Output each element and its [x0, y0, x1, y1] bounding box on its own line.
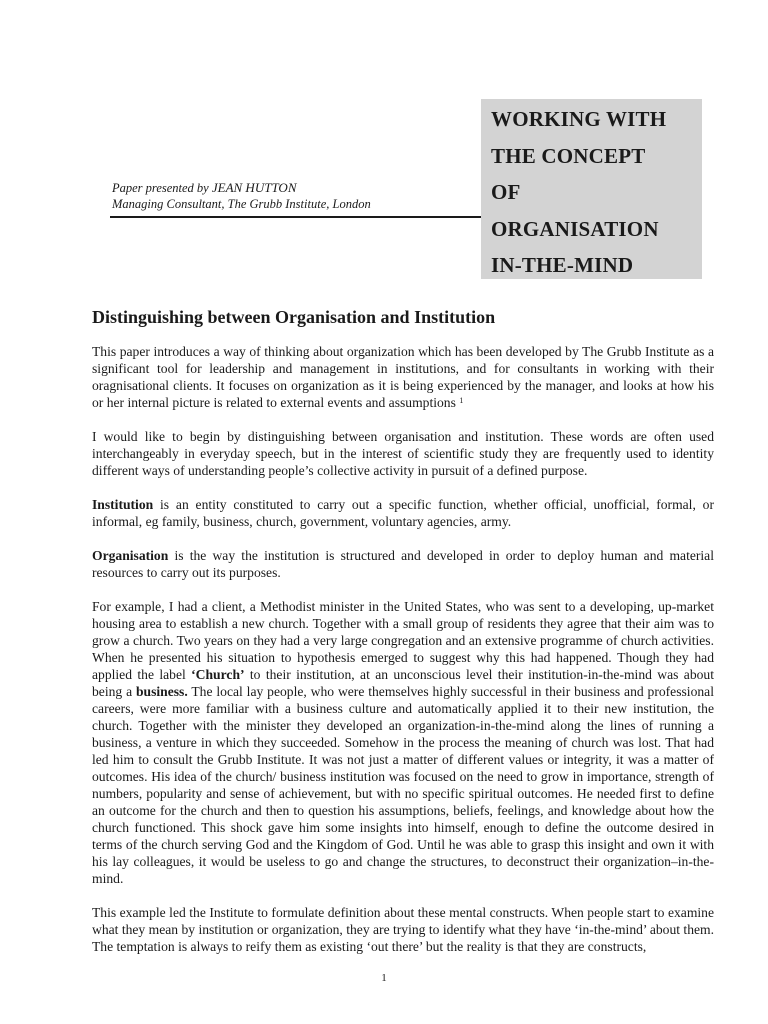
paragraph-intro-text: This paper introduces a way of thinking about organization which has been developed by The Grubb Institute as a significant tool for leadership and management in institutions, and for consultants in working with their oragnisational clients. It focuses on organization as it is being experienced by the manager, and looks at how his or her internal picture is related to external events and assumptions — [92, 344, 714, 410]
term-business: business. — [135, 684, 188, 699]
paragraph-organisation-definition — [92, 547, 714, 581]
presenter-role: Managing Consultant, The Grubb Institute, London — [112, 196, 371, 211]
footnote-marker: 1 — [459, 396, 464, 405]
paragraph-example — [92, 598, 714, 887]
example-text-part: For example, I had a client, a Methodist minister in the United States, who was sent to a developing, up-market housing area to establish a new church. Together with a small group of residents they agree that their aim was to grow a church. Two years on they had a very large congregation and an extensive programme of church activities. When he presented his situation to hypothesis emerged to suggest why this had happened. Though they had applied the label — [92, 599, 714, 682]
title-line: OF — [491, 180, 521, 204]
example-text-part: The local lay people, who were themselves highly successful in their business and professional careers, were more familiar with a business culture and automatically applied it to their new institution, the church. Together with the minister they developed an organization-in-the-mind along the lines of running a business, a venture in which they succeeded. Somehow in the process the meaning of church was lost. That had led him to consult the Grubb Institute. It was not just a matter of different values or integrity, it was a matter of outcomes. His idea of the church/ business institution was focused on the need to grow in importance, strength of numbers, popularity and sense of achievement, but with no specific spiritual outcomes. He needed first to define an outcome for the church and then to question his assumptions, beliefs, feelings, and knowledge about how the church functioned. This shock gave him some insights into himself, enough to define the outcome desired in terms of the church serving God and the Kingdom of God. Until he was able to grasp this insight and own it with his lay colleagues, it would be useless to go and change the structures, to deconstruct their organization–in-the-mind. — [92, 684, 714, 886]
section-heading: Distinguishing between Organisation and Institution — [92, 307, 496, 327]
example-text-part: to their institution, at an unconscious level their institution-in-the-mind was about being a — [92, 667, 715, 699]
page-number: 1 — [381, 972, 387, 984]
presenter-prefix: Paper presented by — [112, 181, 212, 195]
term-institution: Institution — [92, 497, 154, 512]
paragraph-constructs: This example led the Institute to formulate definition about these mental constructs. When people start to examine what they mean by institution or organization, they are trying to identify what they have ‘in-the-mind’ about them. The temptation is always to reify them as existing ‘out there’ but the reality is that they are constructs, — [92, 905, 715, 954]
paragraph-institution-definition — [92, 496, 714, 530]
presenter-name: JEAN HUTTON — [211, 180, 297, 195]
body-text — [92, 343, 714, 955]
title-line: IN-THE-MIND — [491, 253, 634, 277]
title-box — [481, 99, 702, 279]
title-line: THE CONCEPT — [491, 143, 646, 168]
institution-definition-text: is an entity constituted to carry out a specific function, whether official, unofficial, formal, or informal, eg family, business, church, government, voluntary agencies, army. — [92, 497, 714, 529]
term-church: ‘Church’ — [191, 667, 245, 682]
title-line: ORGANISATION — [491, 216, 659, 241]
presenter-block — [112, 180, 371, 212]
term-organisation: Organisation — [92, 548, 169, 563]
title-line: WORKING WITH — [491, 107, 667, 131]
organisation-definition-text: is the way the institution is structured and developed in order to deploy human and material resources to carry out its purposes. — [92, 548, 714, 580]
paragraph-intro — [92, 343, 714, 411]
presenter-line — [112, 180, 371, 197]
presenter-divider — [110, 216, 481, 218]
paragraph-distinction: I would like to begin by distinguishing between organisation and institution. These words are often used interchangeably in everyday speech, but in the interest of scientific study they are frequently used to identity different ways of understanding people’s collective activity in pursuit of a defined purpose. — [92, 429, 714, 478]
